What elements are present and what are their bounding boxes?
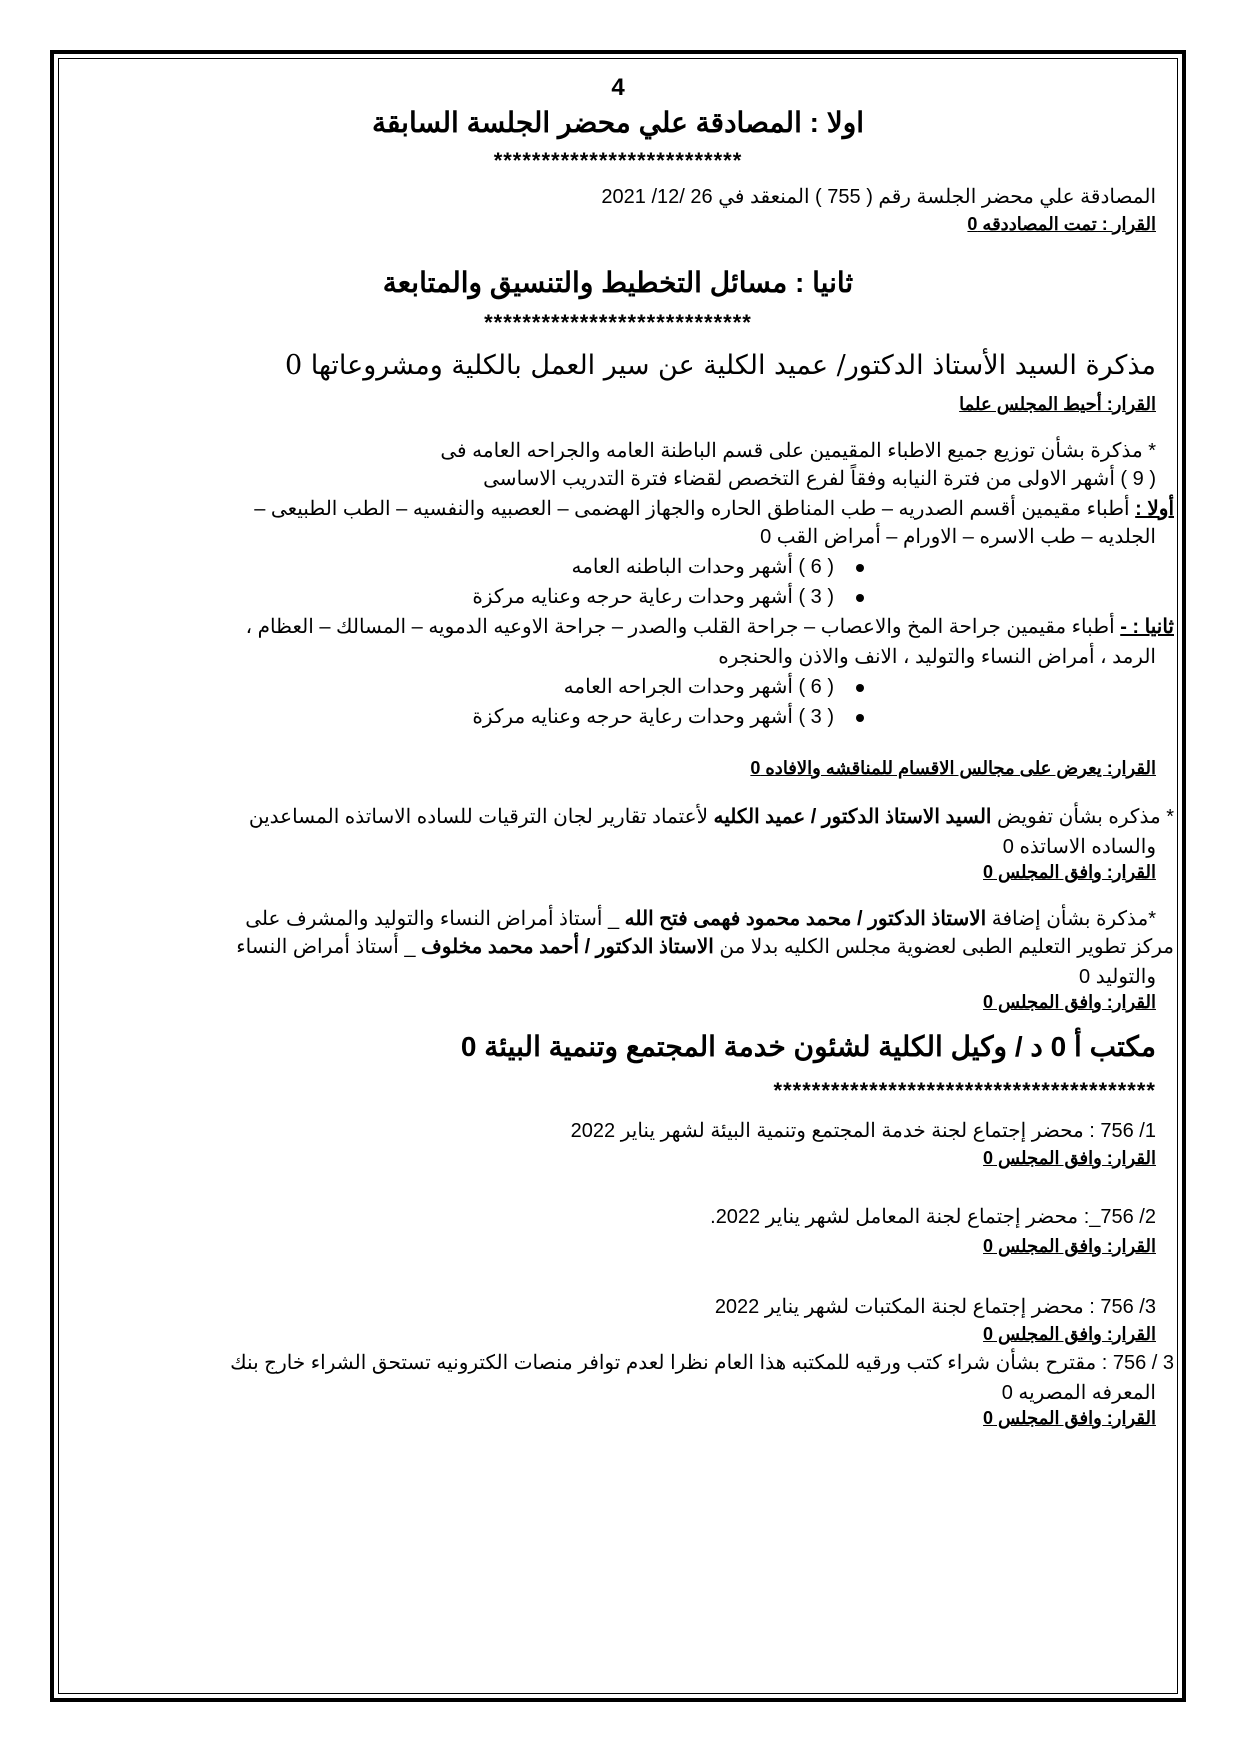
first-label: أولا : — [1135, 498, 1174, 520]
section1-title: اولا : المصادقة علي محضر الجلسة السابقة — [372, 107, 864, 138]
s3-item3-text: 3/ 756 : محضر إجتماع لجنة المكتبات لشهر يناير 2022 — [714, 1296, 1156, 1318]
item3-bold2: الاستاذ الدكتور / أحمد محمد مخلوف — [421, 936, 714, 958]
s3-item1-decision: القرار: وافق المجلس 0 — [983, 1148, 1156, 1168]
second-label: ثانيا : - — [1120, 616, 1174, 638]
bullet-item — [472, 704, 864, 729]
item3-line3: والتوليد 0 — [1079, 966, 1156, 988]
bullet-dot — [856, 714, 864, 722]
item2-line2: والساده الاساتذه 0 — [1002, 836, 1156, 858]
bullet-dot — [856, 684, 864, 692]
item1-line2: ( 9 ) أشهر الاولى من فترة النيابه وفقاً لفرع التخصص لقضاء فترة التدريب الاساسى — [483, 468, 1156, 490]
s3-item2-decision: القرار: وافق المجلس 0 — [983, 1236, 1156, 1256]
section1-text: المصادقة علي محضر الجلسة رقم ( 755 ) المنعقد في 26 /12/ 2021 — [601, 186, 1156, 208]
bullet-text: ( 6 ) أشهر وحدات الجراحه العامه — [563, 676, 834, 698]
item1-first-line — [64, 496, 1174, 521]
item3-line2-pre: مركز تطوير التعليم الطبى لعضوية مجلس الكليه بدلا من — [713, 936, 1174, 958]
item2-pre: * مذكره بشأن تفويض — [991, 806, 1174, 828]
bullet-item — [571, 554, 864, 579]
item3-line2-post: _ أستاذ أمراض النساء — [236, 936, 422, 958]
page-number: 4 — [611, 74, 625, 101]
s3-item4-text: 3 / 756 : مقترح بشأن شراء كتب ورقيه للمكتبه هذا العام نظرا لعدم توافر منصات الكترونيه تستحق الشراء خارج بنك — [230, 1352, 1174, 1374]
s3-item2-text: 2/ 756_: محضر إجتماع لجنة المعامل لشهر يناير 2022. — [710, 1206, 1156, 1228]
item2-decision: القرار: وافق المجلس 0 — [983, 862, 1156, 882]
bullet-text: ( 3 ) أشهر وحدات رعاية حرجه وعنايه مركزة — [472, 586, 834, 608]
item3-mid1: _ أستاذ أمراض النساء والتوليد والمشرف على — [245, 908, 625, 930]
section2-stars: **************************** — [484, 310, 752, 335]
first-text: أطباء مقيمين أقسم الصدريه – طب المناطق الحاره والجهاز الهضمى – العصبيه والنفسيه – الطب الطبيعى – — [254, 498, 1136, 520]
item3-pre: *مذكرة بشأن إضافة — [986, 908, 1156, 930]
item2-post: لأعتماد تقارير لجان الترقيات للساده الاساتذه المساعدين — [248, 806, 714, 828]
section3-stars: **************************************** — [773, 1078, 1156, 1103]
bullet-dot — [856, 564, 864, 572]
item2-bold: السيد الاستاذ الدكتور / عميد الكليه — [713, 806, 992, 828]
bullet-item — [472, 584, 864, 609]
bullet-item — [564, 674, 864, 699]
section3-title: مكتب أ 0 د / وكيل الكلية لشئون خدمة المجتمع وتنمية البيئة 0 — [460, 1031, 1156, 1062]
item1-decision: القرار: يعرض على مجالس الاقسام للمناقشه والافاده 0 — [750, 758, 1156, 778]
section1-decision: القرار : تمت المصاددقه 0 — [967, 214, 1156, 234]
item1-second-line — [64, 614, 1174, 639]
item3-line1 — [80, 906, 1156, 931]
bullet-text: ( 3 ) أشهر وحدات رعاية حرجه وعنايه مركزة — [472, 706, 834, 728]
item1-second-line2: الرمد ، أمراض النساء والتوليد ، الانف والاذن والحنجره — [718, 646, 1156, 668]
memo-decision: القرار: أحيط المجلس علما — [959, 394, 1156, 414]
item1-first-line2: الجلديه – طب الاسره – الاورام – أمراض القب 0 — [760, 526, 1156, 548]
second-text: أطباء مقيمين جراحة المخ والاعصاب – جراحة القلب والصدر – جراحة الاوعيه الدمويه – المسالك – العظام ، — [245, 616, 1121, 638]
s3-item4-decision: القرار: وافق المجلس 0 — [983, 1408, 1156, 1428]
memo-text: مذكرة السيد الأستاذ الدكتور/ عميد الكلية عن سير العمل بالكلية ومشروعاتها 0 — [284, 350, 1156, 381]
item3-decision: القرار: وافق المجلس 0 — [983, 992, 1156, 1012]
item3-line2 — [64, 934, 1174, 959]
s3-item3-decision: القرار: وافق المجلس 0 — [983, 1324, 1156, 1344]
section1-stars: ************************** — [493, 148, 743, 173]
item1-line1: * مذكرة بشأن توزيع جميع الاطباء المقيمين على قسم الباطنة العامه والجراحه العامه فى — [440, 440, 1156, 462]
item3-bold1: الاستاذ الدكتور / محمد محمود فهمى فتح الله — [624, 908, 987, 930]
s3-item4-text2: المعرفه المصريه 0 — [1001, 1382, 1156, 1404]
bullet-text: ( 6 ) أشهر وحدات الباطنه العامه — [571, 556, 834, 578]
section2-title: ثانيا : مسائل التخطيط والتنسيق والمتابعة — [382, 267, 854, 298]
document-page — [72, 72, 1174, 1682]
item2-line1 — [64, 804, 1174, 829]
s3-item1-text: 1/ 756 : محضر إجتماع لجنة خدمة المجتمع وتنمية البيئة لشهر يناير 2022 — [570, 1120, 1156, 1142]
bullet-dot — [856, 594, 864, 602]
